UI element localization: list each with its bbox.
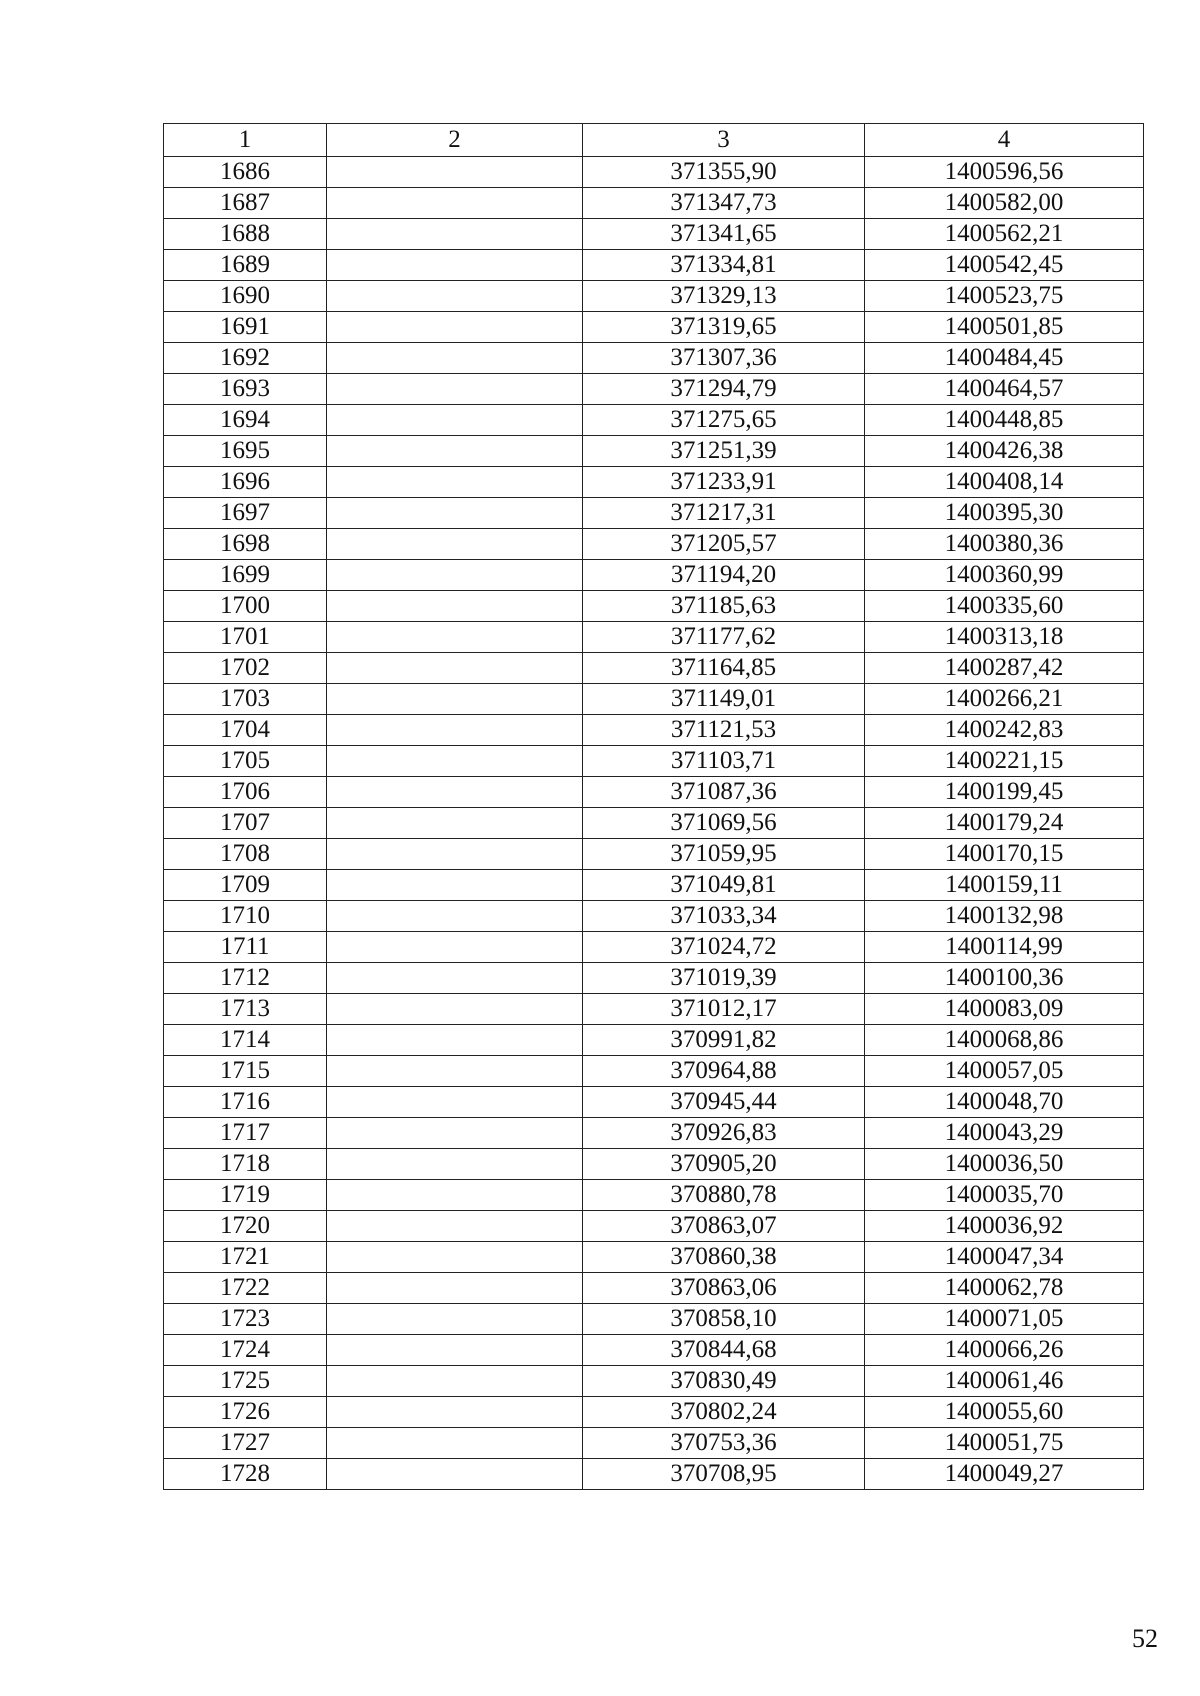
description-cell <box>327 777 583 808</box>
table-row <box>164 1366 1144 1397</box>
description-cell <box>327 1304 583 1335</box>
x-coordinate-cell: 370926,83 <box>583 1118 865 1149</box>
x-coordinate-cell: 371275,65 <box>583 405 865 436</box>
x-coordinate-cell: 370858,10 <box>583 1304 865 1335</box>
point-number-cell: 1695 <box>164 436 327 467</box>
y-coordinate-cell: 1400049,27 <box>865 1459 1144 1490</box>
table-row <box>164 1211 1144 1242</box>
y-coordinate-cell: 1400043,29 <box>865 1118 1144 1149</box>
x-coordinate-cell: 371194,20 <box>583 560 865 591</box>
point-number-cell: 1706 <box>164 777 327 808</box>
x-coordinate-cell: 370991,82 <box>583 1025 865 1056</box>
table-row <box>164 1273 1144 1304</box>
y-coordinate-cell: 1400057,05 <box>865 1056 1144 1087</box>
point-number-cell: 1727 <box>164 1428 327 1459</box>
x-coordinate-cell: 371059,95 <box>583 839 865 870</box>
x-coordinate-cell: 371049,81 <box>583 870 865 901</box>
y-coordinate-cell: 1400582,00 <box>865 188 1144 219</box>
x-coordinate-cell: 370905,20 <box>583 1149 865 1180</box>
point-number-cell: 1712 <box>164 963 327 994</box>
point-number-cell: 1694 <box>164 405 327 436</box>
table-row <box>164 498 1144 529</box>
y-coordinate-cell: 1400179,24 <box>865 808 1144 839</box>
description-cell <box>327 436 583 467</box>
table-header-row <box>164 124 1144 157</box>
table-row <box>164 653 1144 684</box>
y-coordinate-cell: 1400596,56 <box>865 157 1144 188</box>
point-number-cell: 1698 <box>164 529 327 560</box>
table-row <box>164 994 1144 1025</box>
x-coordinate-cell: 371251,39 <box>583 436 865 467</box>
table-row <box>164 219 1144 250</box>
description-cell <box>327 188 583 219</box>
x-coordinate-cell: 371069,56 <box>583 808 865 839</box>
y-coordinate-cell: 1400170,15 <box>865 839 1144 870</box>
y-coordinate-cell: 1400035,70 <box>865 1180 1144 1211</box>
x-coordinate-cell: 371294,79 <box>583 374 865 405</box>
x-coordinate-cell: 371033,34 <box>583 901 865 932</box>
point-number-cell: 1693 <box>164 374 327 405</box>
x-coordinate-cell: 371019,39 <box>583 963 865 994</box>
table-row <box>164 715 1144 746</box>
point-number-cell: 1700 <box>164 591 327 622</box>
page-number: 52 <box>1132 1624 1158 1653</box>
point-number-cell: 1705 <box>164 746 327 777</box>
table-row <box>164 808 1144 839</box>
table-row <box>164 467 1144 498</box>
point-number-cell: 1696 <box>164 467 327 498</box>
y-coordinate-cell: 1400055,60 <box>865 1397 1144 1428</box>
description-cell <box>327 405 583 436</box>
table-row <box>164 188 1144 219</box>
point-number-cell: 1715 <box>164 1056 327 1087</box>
x-coordinate-cell: 371355,90 <box>583 157 865 188</box>
table-row <box>164 374 1144 405</box>
y-coordinate-cell: 1400464,57 <box>865 374 1144 405</box>
table-row <box>164 963 1144 994</box>
table-row <box>164 405 1144 436</box>
y-coordinate-cell: 1400051,75 <box>865 1428 1144 1459</box>
point-number-cell: 1721 <box>164 1242 327 1273</box>
x-coordinate-cell: 370753,36 <box>583 1428 865 1459</box>
description-cell <box>327 157 583 188</box>
point-number-cell: 1702 <box>164 653 327 684</box>
point-number-cell: 1724 <box>164 1335 327 1366</box>
description-cell <box>327 653 583 684</box>
x-coordinate-cell: 370964,88 <box>583 1056 865 1087</box>
y-coordinate-cell: 1400083,09 <box>865 994 1144 1025</box>
x-coordinate-cell: 370863,06 <box>583 1273 865 1304</box>
table-row <box>164 312 1144 343</box>
description-cell <box>327 343 583 374</box>
description-cell <box>327 1366 583 1397</box>
table-row <box>164 591 1144 622</box>
table-row <box>164 777 1144 808</box>
x-coordinate-cell: 371319,65 <box>583 312 865 343</box>
y-coordinate-cell: 1400313,18 <box>865 622 1144 653</box>
x-coordinate-cell: 371121,53 <box>583 715 865 746</box>
column-header-1: 1 <box>164 124 327 157</box>
table-row <box>164 1242 1144 1273</box>
description-cell <box>327 498 583 529</box>
y-coordinate-cell: 1400242,83 <box>865 715 1144 746</box>
coordinates-table <box>163 123 1144 1490</box>
description-cell <box>327 684 583 715</box>
description-cell <box>327 808 583 839</box>
y-coordinate-cell: 1400061,46 <box>865 1366 1144 1397</box>
description-cell <box>327 467 583 498</box>
description-cell <box>327 622 583 653</box>
point-number-cell: 1716 <box>164 1087 327 1118</box>
description-cell <box>327 1211 583 1242</box>
table-row <box>164 529 1144 560</box>
column-header-2: 2 <box>327 124 583 157</box>
table-row <box>164 1397 1144 1428</box>
description-cell <box>327 746 583 777</box>
point-number-cell: 1728 <box>164 1459 327 1490</box>
table-row <box>164 622 1144 653</box>
y-coordinate-cell: 1400068,86 <box>865 1025 1144 1056</box>
table-row <box>164 1180 1144 1211</box>
x-coordinate-cell: 371217,31 <box>583 498 865 529</box>
point-number-cell: 1691 <box>164 312 327 343</box>
point-number-cell: 1701 <box>164 622 327 653</box>
point-number-cell: 1687 <box>164 188 327 219</box>
x-coordinate-cell: 371233,91 <box>583 467 865 498</box>
y-coordinate-cell: 1400448,85 <box>865 405 1144 436</box>
y-coordinate-cell: 1400380,36 <box>865 529 1144 560</box>
x-coordinate-cell: 371185,63 <box>583 591 865 622</box>
x-coordinate-cell: 371329,13 <box>583 281 865 312</box>
y-coordinate-cell: 1400266,21 <box>865 684 1144 715</box>
x-coordinate-cell: 371149,01 <box>583 684 865 715</box>
table-row <box>164 1087 1144 1118</box>
y-coordinate-cell: 1400542,45 <box>865 250 1144 281</box>
point-number-cell: 1723 <box>164 1304 327 1335</box>
y-coordinate-cell: 1400335,60 <box>865 591 1144 622</box>
description-cell <box>327 281 583 312</box>
point-number-cell: 1720 <box>164 1211 327 1242</box>
table-row <box>164 1025 1144 1056</box>
y-coordinate-cell: 1400221,15 <box>865 746 1144 777</box>
description-cell <box>327 1242 583 1273</box>
description-cell <box>327 715 583 746</box>
y-coordinate-cell: 1400523,75 <box>865 281 1144 312</box>
description-cell <box>327 250 583 281</box>
table-row <box>164 684 1144 715</box>
table-row <box>164 1304 1144 1335</box>
description-cell <box>327 1273 583 1304</box>
description-cell <box>327 994 583 1025</box>
y-coordinate-cell: 1400159,11 <box>865 870 1144 901</box>
x-coordinate-cell: 370863,07 <box>583 1211 865 1242</box>
point-number-cell: 1688 <box>164 219 327 250</box>
y-coordinate-cell: 1400062,78 <box>865 1273 1144 1304</box>
point-number-cell: 1690 <box>164 281 327 312</box>
point-number-cell: 1686 <box>164 157 327 188</box>
y-coordinate-cell: 1400501,85 <box>865 312 1144 343</box>
x-coordinate-cell: 370708,95 <box>583 1459 865 1490</box>
x-coordinate-cell: 371164,85 <box>583 653 865 684</box>
description-cell <box>327 1149 583 1180</box>
point-number-cell: 1689 <box>164 250 327 281</box>
description-cell <box>327 1428 583 1459</box>
description-cell <box>327 1335 583 1366</box>
description-cell <box>327 374 583 405</box>
x-coordinate-cell: 371205,57 <box>583 529 865 560</box>
description-cell <box>327 529 583 560</box>
x-coordinate-cell: 371103,71 <box>583 746 865 777</box>
description-cell <box>327 901 583 932</box>
x-coordinate-cell: 370844,68 <box>583 1335 865 1366</box>
y-coordinate-cell: 1400071,05 <box>865 1304 1144 1335</box>
point-number-cell: 1699 <box>164 560 327 591</box>
table-row <box>164 250 1144 281</box>
column-header-4: 4 <box>865 124 1144 157</box>
point-number-cell: 1707 <box>164 808 327 839</box>
description-cell <box>327 963 583 994</box>
table-row <box>164 1056 1144 1087</box>
description-cell <box>327 1025 583 1056</box>
x-coordinate-cell: 371177,62 <box>583 622 865 653</box>
y-coordinate-cell: 1400066,26 <box>865 1335 1144 1366</box>
y-coordinate-cell: 1400426,38 <box>865 436 1144 467</box>
table-row <box>164 901 1144 932</box>
description-cell <box>327 1459 583 1490</box>
y-coordinate-cell: 1400199,45 <box>865 777 1144 808</box>
table-row <box>164 932 1144 963</box>
point-number-cell: 1692 <box>164 343 327 374</box>
table-row <box>164 839 1144 870</box>
x-coordinate-cell: 371334,81 <box>583 250 865 281</box>
table-row <box>164 560 1144 591</box>
x-coordinate-cell: 370830,49 <box>583 1366 865 1397</box>
point-number-cell: 1709 <box>164 870 327 901</box>
point-number-cell: 1708 <box>164 839 327 870</box>
x-coordinate-cell: 371087,36 <box>583 777 865 808</box>
description-cell <box>327 1056 583 1087</box>
table-row <box>164 1149 1144 1180</box>
description-cell <box>327 312 583 343</box>
y-coordinate-cell: 1400360,99 <box>865 560 1144 591</box>
y-coordinate-cell: 1400132,98 <box>865 901 1144 932</box>
description-cell <box>327 870 583 901</box>
y-coordinate-cell: 1400408,14 <box>865 467 1144 498</box>
point-number-cell: 1697 <box>164 498 327 529</box>
coordinates-table-container <box>163 123 1143 1490</box>
table-body <box>164 157 1144 1490</box>
x-coordinate-cell: 371024,72 <box>583 932 865 963</box>
x-coordinate-cell: 370802,24 <box>583 1397 865 1428</box>
table-row <box>164 870 1144 901</box>
x-coordinate-cell: 370945,44 <box>583 1087 865 1118</box>
y-coordinate-cell: 1400036,50 <box>865 1149 1144 1180</box>
table-row <box>164 1428 1144 1459</box>
description-cell <box>327 932 583 963</box>
y-coordinate-cell: 1400287,42 <box>865 653 1144 684</box>
y-coordinate-cell: 1400395,30 <box>865 498 1144 529</box>
description-cell <box>327 1087 583 1118</box>
point-number-cell: 1722 <box>164 1273 327 1304</box>
point-number-cell: 1703 <box>164 684 327 715</box>
y-coordinate-cell: 1400562,21 <box>865 219 1144 250</box>
y-coordinate-cell: 1400047,34 <box>865 1242 1144 1273</box>
point-number-cell: 1711 <box>164 932 327 963</box>
table-row <box>164 343 1144 374</box>
description-cell <box>327 839 583 870</box>
description-cell <box>327 591 583 622</box>
table-row <box>164 1459 1144 1490</box>
point-number-cell: 1710 <box>164 901 327 932</box>
point-number-cell: 1726 <box>164 1397 327 1428</box>
y-coordinate-cell: 1400036,92 <box>865 1211 1144 1242</box>
x-coordinate-cell: 371347,73 <box>583 188 865 219</box>
point-number-cell: 1719 <box>164 1180 327 1211</box>
y-coordinate-cell: 1400114,99 <box>865 932 1144 963</box>
x-coordinate-cell: 370880,78 <box>583 1180 865 1211</box>
point-number-cell: 1704 <box>164 715 327 746</box>
table-row <box>164 157 1144 188</box>
table-row <box>164 1335 1144 1366</box>
point-number-cell: 1725 <box>164 1366 327 1397</box>
x-coordinate-cell: 371012,17 <box>583 994 865 1025</box>
table-row <box>164 1118 1144 1149</box>
table-row <box>164 436 1144 467</box>
y-coordinate-cell: 1400048,70 <box>865 1087 1144 1118</box>
table-row <box>164 746 1144 777</box>
point-number-cell: 1718 <box>164 1149 327 1180</box>
description-cell <box>327 1397 583 1428</box>
x-coordinate-cell: 371341,65 <box>583 219 865 250</box>
description-cell <box>327 1118 583 1149</box>
point-number-cell: 1713 <box>164 994 327 1025</box>
point-number-cell: 1717 <box>164 1118 327 1149</box>
table-row <box>164 281 1144 312</box>
x-coordinate-cell: 370860,38 <box>583 1242 865 1273</box>
x-coordinate-cell: 371307,36 <box>583 343 865 374</box>
description-cell <box>327 219 583 250</box>
description-cell <box>327 560 583 591</box>
description-cell <box>327 1180 583 1211</box>
y-coordinate-cell: 1400484,45 <box>865 343 1144 374</box>
y-coordinate-cell: 1400100,36 <box>865 963 1144 994</box>
point-number-cell: 1714 <box>164 1025 327 1056</box>
column-header-3: 3 <box>583 124 865 157</box>
